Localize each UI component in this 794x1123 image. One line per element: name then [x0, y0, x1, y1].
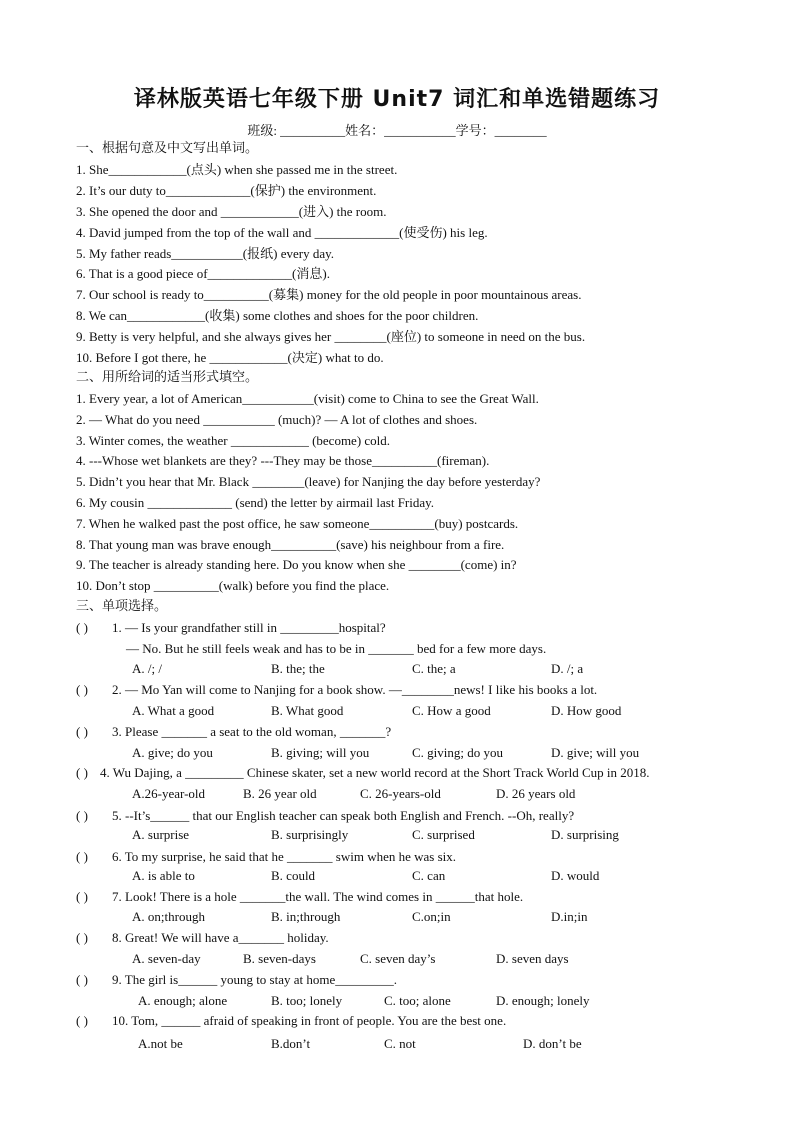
q8-text: 8. Great! We will have a_______ holiday. [112, 930, 329, 945]
q3-option-c: C. giving; do you [412, 745, 504, 760]
s1-item-5: 5. My father reads___________(报纸) every day. [76, 246, 335, 261]
q1-option-d: D. /; a [551, 661, 584, 676]
q6-option-c: C. can [412, 868, 446, 883]
answer-paren: ( ) [76, 682, 88, 697]
q6-option-b: B. could [271, 868, 316, 883]
s2-item-4: 4. ---Whose wet blankets are they? ---They may be those__________(fireman). [76, 453, 490, 468]
q7-text: 7. Look! There is a hole _______the wall. The wind comes in ______that hole. [112, 889, 524, 904]
q4-option-b: B. 26 year old [243, 786, 317, 801]
q9-option-c: C. too; alone [384, 993, 451, 1008]
q5-option-c: C. surprised [412, 827, 475, 842]
q1-text: 1. — Is your grandfather still in _________hospital? [112, 620, 386, 635]
q8-option-c: C. seven day’s [360, 951, 436, 966]
q7-option-d: D.in;in [551, 909, 588, 924]
q9-text: 9. The girl is______ young to stay at home_________. [112, 972, 398, 987]
answer-paren: ( ) [76, 972, 88, 987]
q1-option-b: B. the; the [271, 661, 325, 676]
s1-item-6: 6. That is a good piece of_____________(消息). [76, 266, 330, 281]
q4-option-a: A.26-year-old [132, 786, 206, 801]
q7-option-b: B. in;through [271, 909, 341, 924]
s1-item-2: 2. It’s our duty to_____________(保护) the environment. [76, 183, 377, 198]
s2-item-9: 9. The teacher is already standing here. Do you know when she ________(come) in? [76, 557, 517, 572]
s1-item-9: 9. Betty is very helpful, and she always gives her ________(座位) to someone in need on the bus. [76, 329, 586, 344]
answer-paren: ( ) [76, 930, 88, 945]
q3-option-b: B. giving; will you [271, 745, 370, 760]
s1-item-1: 1. She____________(点头) when she passed me in the street. [76, 162, 398, 177]
s1-item-7: 7. Our school is ready to__________(募集) money for the old people in poor mountainous areas. [76, 287, 582, 302]
q10-option-d: D. don’t be [523, 1036, 582, 1051]
q4-option-d: D. 26 years old [496, 786, 576, 801]
q10-option-a: A.not be [138, 1036, 183, 1051]
q1-option-c: C. the; a [412, 661, 456, 676]
q3-option-a: A. give; do you [132, 745, 213, 760]
q3-option-d: D. give; will you [551, 745, 640, 760]
q5-option-d: D. surprising [551, 827, 619, 842]
q10-option-b: B.don’t [271, 1036, 311, 1051]
answer-paren: ( ) [76, 808, 88, 823]
q8-option-b: B. seven-days [243, 951, 316, 966]
q1-continuation: — No. But he still feels weak and has to be in _______ bed for a few more days. [126, 641, 547, 656]
s2-item-8: 8. That young man was brave enough__________(save) his neighbour from a fire. [76, 537, 505, 552]
q4-text: 4. Wu Dajing, a _________ Chinese skater, set a new world record at the Short Track World Cup in 2018. [100, 765, 650, 780]
s1-item-4: 4. David jumped from the top of the wall and _____________(使受伤) his leg. [76, 225, 488, 240]
q2-text: 2. — Mo Yan will come to Nanjing for a book show. —________news! I like his books a lot. [112, 682, 598, 697]
q8-option-a: A. seven-day [132, 951, 201, 966]
s1-item-3: 3. She opened the door and ____________(进入) the room. [76, 204, 387, 219]
q10-text: 10. Tom, ______ afraid of speaking in front of people. You are the best one. [112, 1013, 507, 1028]
answer-paren: ( ) [76, 889, 88, 904]
q4-option-c: C. 26-years-old [360, 786, 441, 801]
q2-option-a: A. What a good [132, 703, 215, 718]
page-title: 译林版英语七年级下册 Unit7 词汇和单选错题练习 [133, 87, 661, 112]
q2-option-c: C. How a good [412, 703, 491, 718]
q7-option-c: C.on;in [412, 909, 451, 924]
q8-option-d: D. seven days [496, 951, 569, 966]
q6-option-a: A. is able to [132, 868, 195, 883]
q5-option-a: A. surprise [132, 827, 190, 842]
student-info-line: 班级: __________姓名：___________学号：________ [247, 123, 547, 138]
q9-option-a: A. enough; alone [138, 993, 228, 1008]
q10-option-c: C. not [384, 1036, 416, 1051]
s2-item-7: 7. When he walked past the post office, he saw someone__________(buy) postcards. [76, 516, 519, 531]
s2-item-5: 5. Didn’t you hear that Mr. Black ________(leave) for Nanjing the day before yesterday? [76, 474, 541, 489]
q1-option-a: A. /; / [132, 661, 162, 676]
answer-paren: ( ) [76, 1013, 88, 1028]
answer-paren: ( ) [76, 849, 88, 864]
s2-item-3: 3. Winter comes, the weather ____________ (become) cold. [76, 433, 391, 448]
answer-paren: ( ) [76, 620, 88, 635]
q6-text: 6. To my surprise, he said that he _______ swim when he was six. [112, 849, 457, 864]
q9-option-b: B. too; lonely [271, 993, 343, 1008]
q2-option-d: D. How good [551, 703, 622, 718]
q5-text: 5. --It’s______ that our English teacher can speak both English and French. --Oh, really? [112, 808, 575, 823]
s1-item-10: 10. Before I got there, he ____________(决定) what to do. [76, 350, 384, 365]
s2-item-2: 2. — What do you need ___________ (much)? — A lot of clothes and shoes. [76, 412, 478, 427]
section1-heading: 一、根据句意及中文写出单词。 [76, 141, 259, 156]
q6-option-d: D. would [551, 868, 600, 883]
s2-item-10: 10. Don’t stop __________(walk) before you find the place. [76, 578, 390, 593]
section3-heading: 三、单项选择。 [76, 599, 168, 614]
answer-paren: ( ) [76, 724, 88, 739]
q2-option-b: B. What good [271, 703, 344, 718]
s1-item-8: 8. We can____________(收集) some clothes and shoes for the poor children. [76, 308, 479, 323]
q9-option-d: D. enough; lonely [496, 993, 590, 1008]
s2-item-6: 6. My cousin _____________ (send) the letter by airmail last Friday. [76, 495, 435, 510]
answer-paren: ( ) [76, 765, 88, 780]
section2-heading: 二、用所给词的适当形式填空。 [76, 370, 259, 385]
q5-option-b: B. surprisingly [271, 827, 349, 842]
q3-text: 3. Please _______ a seat to the old woman, _______? [112, 724, 392, 739]
q7-option-a: A. on;through [132, 909, 205, 924]
s2-item-1: 1. Every year, a lot of American___________(visit) come to China to see the Great Wall. [76, 391, 539, 406]
